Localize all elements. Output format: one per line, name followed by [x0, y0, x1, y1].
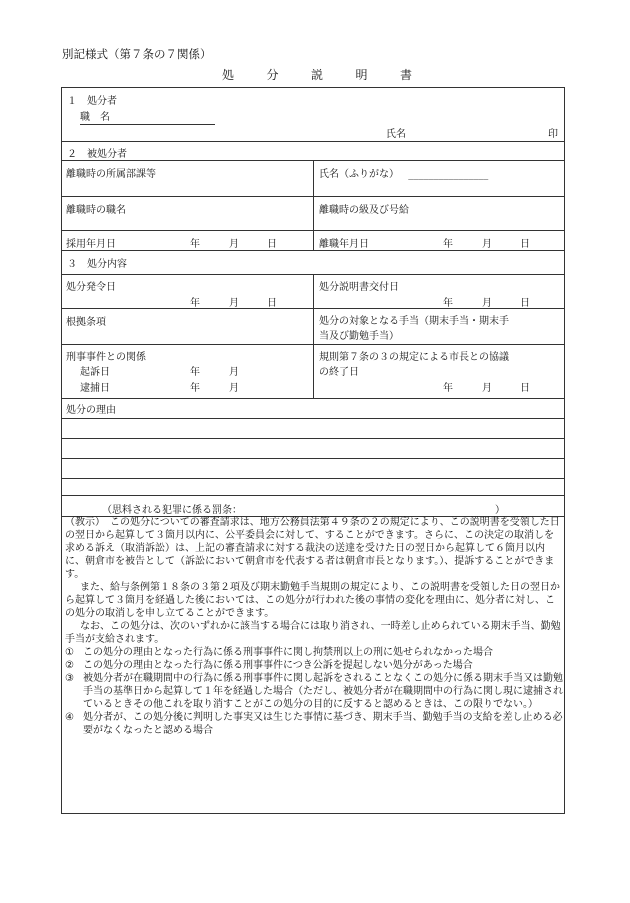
furigana-name-field: [319, 165, 488, 180]
title-char: 分: [266, 68, 279, 82]
title-char: 明: [355, 68, 368, 82]
leave-day-unit: 日: [520, 239, 530, 250]
doc-date-label: 処分説明書交付日: [319, 282, 399, 293]
consult-month-unit: 月: [482, 383, 492, 394]
section3-heading: ３ 処分内容: [67, 259, 127, 270]
reason-line: [62, 478, 564, 479]
allowance-label-line1: 処分の対象となる手当（期末手当・期末手: [319, 316, 509, 327]
hire-year-unit: 年: [190, 239, 200, 250]
notice-paragraph: なお、この処分は、次のいずれかに該当する場合には取り消され、一時差し止められている期末手当、勤勉手当が支給されます。: [65, 621, 561, 645]
seal-mark: 印: [548, 129, 558, 140]
notice-item: [65, 711, 563, 737]
allowance-label-line2: 当及び勤勉手当）: [319, 331, 399, 342]
form-header: 別記様式（第７条の７関係）: [62, 47, 212, 61]
furigana-name-blank: ________________: [408, 169, 489, 180]
consult-day-unit: 日: [520, 383, 530, 394]
notice-paragraph: また、給与条例第１８条の３第２項及び期末勤勉手当規則の規定により、この説明書を受領した日の翌日から起算して３箇月を経過した後においては、この処分が行われた後の事情の変化を理由に、処分者に対し、この処分の取消しを申し立てることができます。: [65, 582, 560, 619]
position-field: [80, 108, 215, 125]
signer-name-field: [386, 125, 560, 142]
row-divider: [62, 250, 564, 251]
section1-heading: １ 処分者: [67, 96, 117, 107]
leave-month-unit: 月: [482, 239, 492, 250]
issue-month-unit: 月: [229, 298, 239, 309]
reason-line: [62, 495, 564, 496]
signer-name-label: 氏名: [386, 129, 406, 140]
penalty-close: ）: [495, 505, 505, 516]
dept-label: 離職時の所属部課等: [66, 169, 156, 180]
penalty-line: （思料される犯罪に係る罰条：: [102, 505, 242, 516]
title-char: 処: [222, 68, 235, 82]
doc-day-unit: 日: [520, 298, 530, 309]
leave-date-label: 離職年月日: [319, 239, 369, 250]
issue-day-unit: 日: [267, 298, 277, 309]
hire-date-label: 採用年月日: [66, 239, 116, 250]
form-frame: [61, 87, 565, 814]
appeal-notice: [65, 516, 563, 737]
item-number: ②: [65, 660, 74, 671]
reason-line: [62, 458, 564, 459]
indict-month-unit: 月: [229, 367, 239, 378]
reason-line: [62, 438, 564, 439]
item-number: ①: [65, 647, 74, 658]
column-divider: [313, 274, 314, 398]
item-text: この処分の理由となった行為に係る刑事事件につき公訴を提起しない処分があった場合: [83, 660, 473, 671]
reason-line: [62, 418, 564, 419]
column-divider: [313, 160, 314, 230]
notice-item: [65, 646, 563, 659]
column-divider: [313, 230, 314, 250]
doc-year-unit: 年: [443, 298, 453, 309]
item-text: 処分者が、この処分後に判明した事実又は生じた事情に基づき、期末手当、勤勉手当の支給を差し止める必要がなくなったと認める場合: [83, 712, 563, 736]
hire-month-unit: 月: [229, 239, 239, 250]
consult-label-line1: 規則第７条の３の規定による市長との協議: [319, 352, 509, 363]
reason-label: 処分の理由: [66, 405, 116, 416]
item-text: 被処分者が在職期間中の行為に係る刑事事件に関し起訴をされることなくこの処分に係る期末手当又は勤勉手当の基準日から起算して１年を経過した場合（ただし、被処分者が在職期間中の行為に関し現に逮捕されているときその他これを取り消すことがこの処分の目的に反すると認めるときは、この限りでない。）: [83, 673, 563, 710]
criminal-label: 刑事事件との関係: [66, 352, 146, 363]
job-title-label: 離職時の職名: [66, 205, 126, 216]
arrest-year-unit: 年: [190, 383, 200, 394]
doc-month-unit: 月: [482, 298, 492, 309]
item-number: ③: [65, 673, 74, 684]
basis-label: 根拠条項: [66, 317, 106, 328]
document-title: [222, 66, 412, 83]
hire-day-unit: 日: [267, 239, 277, 250]
item-text: この処分の理由となった行為に係る刑事事件に関し拘禁刑以上の刑に処せられなかった場合: [83, 647, 493, 658]
leave-year-unit: 年: [443, 239, 453, 250]
title-char: 説: [310, 68, 323, 82]
indict-date-label: 起訴日: [80, 367, 110, 378]
indict-year-unit: 年: [190, 367, 200, 378]
issue-date-label: 処分発令日: [66, 282, 116, 293]
position-label: 職 名: [80, 112, 110, 123]
notice-item: [65, 659, 563, 672]
notice-item: [65, 672, 563, 711]
issue-year-unit: 年: [190, 298, 200, 309]
consult-year-unit: 年: [443, 383, 453, 394]
arrest-date-label: 逮捕日: [80, 383, 110, 394]
furigana-name-label: 氏名（ふりがな）: [319, 169, 399, 180]
notice-paragraph: （教示） この処分についての審査請求は、地方公務員法第４９条の２の規定により、この説明書を受領した日の翌日から起算して３箇月以内に、公平委員会に対して、することができます。さらに、この決定の取消しを求める訴え（取消訴訟）は、上記の審査請求に対する裁決の送達を受けた日の翌日から起算して６箇月以内に、朝倉市を被告として（訴訟において朝倉市を代表する者は朝倉市長となります。）、提訴することができます。: [65, 517, 560, 580]
title-char: 書: [399, 68, 412, 82]
row-divider: [62, 398, 564, 399]
grade-label: 離職時の級及び号給: [319, 205, 409, 216]
arrest-month-unit: 月: [229, 383, 239, 394]
consult-label-line2: の終了日: [319, 367, 359, 378]
section2-heading: ２ 被処分者: [67, 149, 127, 160]
item-number: ④: [65, 712, 74, 723]
